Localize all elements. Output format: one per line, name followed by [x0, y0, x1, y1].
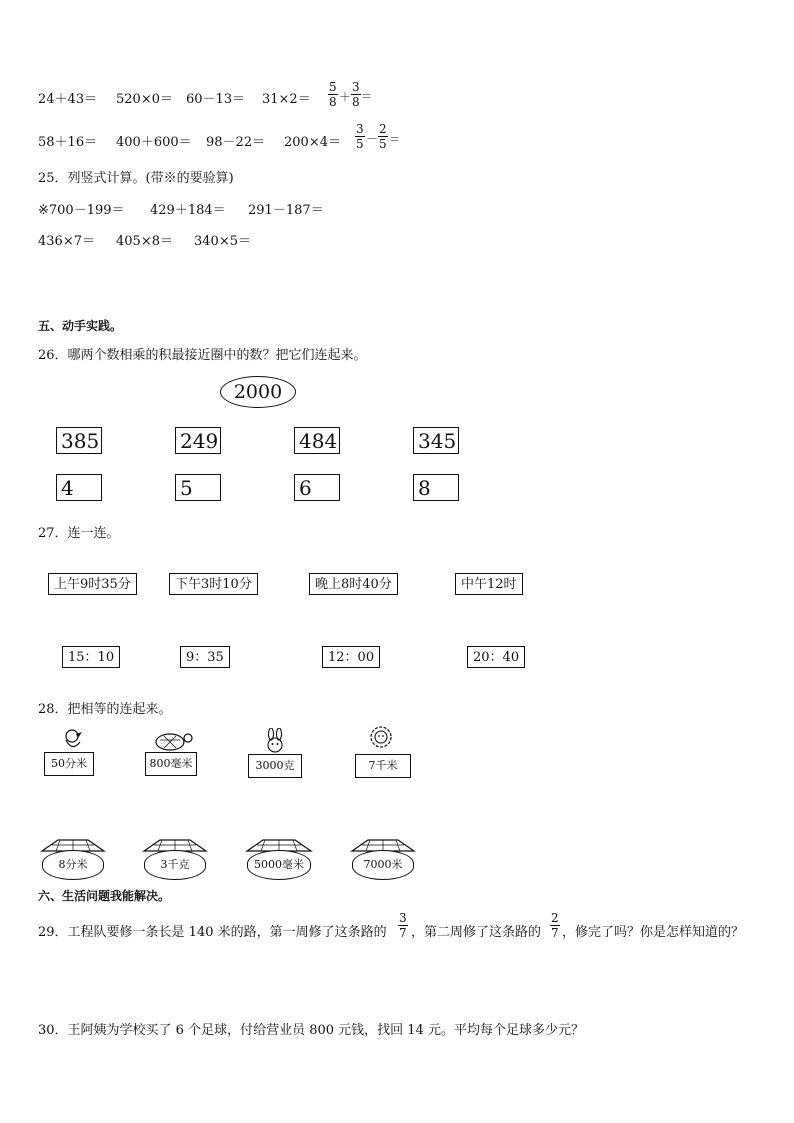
calc-7: 400＋600＝: [116, 135, 192, 150]
house-jar-3[interactable]: [243, 838, 315, 880]
calc-6: 58＋16＝: [38, 135, 98, 150]
section-6-heading: 六、生活问题我能解决。: [38, 889, 171, 903]
animal-sign-1[interactable]: 50分米: [44, 752, 94, 776]
fraction-eq-2: ＝: [389, 133, 400, 146]
fraction-5-8: $\frac{5}{8}$: [329, 80, 337, 109]
fraction-eq: ＝: [361, 90, 372, 103]
q26-title: 26．哪两个数相乘的积最接近圈中的数？把它们连起来。: [38, 348, 367, 363]
q25-title: 25．列竖式计算。(带※的要验算): [38, 171, 234, 186]
animal-sign-4[interactable]: 7千米: [355, 754, 411, 778]
animal-sign-3[interactable]: 3000克: [248, 754, 302, 778]
house-jar-1[interactable]: [38, 838, 108, 880]
house-jar-2[interactable]: [140, 838, 210, 880]
number-box-345[interactable]: 345: [413, 427, 459, 454]
q25-calc-2: 429＋184＝: [150, 203, 226, 218]
number-box-4[interactable]: 4: [56, 474, 102, 501]
calc-9: 200×4＝: [284, 135, 341, 150]
q27-title: 27．连一连。: [38, 526, 120, 541]
number-box-484[interactable]: 484: [294, 427, 340, 454]
house-label-1: 8分米: [42, 850, 104, 880]
rabbit-icon: [262, 728, 288, 754]
fraction-3-8: $\frac{3}{8}$: [352, 80, 360, 109]
calc-2: 520×0＝: [116, 92, 173, 107]
house-label-3: 5000毫米: [247, 850, 311, 880]
q29-fraction-2-7: $\frac{2}{7}$: [551, 911, 559, 940]
q29-fraction-3-7: $\frac{3}{7}$: [399, 911, 407, 940]
calc-8: 98－22＝: [206, 135, 266, 150]
q29-text-3: ，修完了吗？你是怎样知道的？: [562, 925, 745, 940]
digital-time-box-1[interactable]: 15：10: [62, 646, 120, 668]
calc-1: 24＋43＝: [38, 92, 98, 107]
time-text-box-3[interactable]: 晚上8时40分: [309, 573, 398, 595]
digital-time-box-3[interactable]: 12：00: [322, 646, 380, 668]
fraction-3-5: $\frac{3}{5}$: [356, 122, 364, 151]
q25-calc-1: ※700－199＝: [38, 203, 125, 218]
fraction-2-5: $\frac{2}{5}$: [379, 122, 387, 151]
number-box-249[interactable]: 249: [175, 427, 221, 454]
animal-sign-2[interactable]: 800毫米: [145, 752, 197, 776]
q25-calc-4: 436×7＝: [38, 234, 95, 249]
time-text-box-1[interactable]: 上午9时35分: [48, 573, 137, 595]
house-label-2: 3千克: [144, 850, 206, 880]
number-box-6[interactable]: 6: [294, 474, 340, 501]
turtle-icon: [150, 730, 194, 752]
q29-text-2: ，第二周修了这条路的: [411, 925, 542, 940]
calc-3: 60－13＝: [186, 92, 246, 107]
digital-time-box-2[interactable]: 9：35: [180, 646, 230, 668]
q25-calc-3: 291－187＝: [248, 203, 324, 218]
q29-text-1: 29．工程队要修一条长是 140 米的路，第一周修了这条路的: [38, 925, 387, 940]
q25-calc-5: 405×8＝: [116, 234, 173, 249]
time-text-box-4[interactable]: 中午12时: [455, 573, 523, 595]
parrot-icon: [52, 726, 92, 754]
calc-4: 31×2＝: [262, 92, 311, 107]
number-box-8[interactable]: 8: [413, 474, 459, 501]
q30-text: 30．王阿姨为学校买了 6 个足球，付给营业员 800 元钱，找回 14 元。平均每个足球多少元？: [38, 1023, 584, 1038]
q25-calc-6: 340×5＝: [194, 234, 251, 249]
house-label-4: 7000米: [352, 850, 414, 880]
section-5-heading: 五、动手实践。: [38, 319, 123, 333]
target-oval: 2000: [220, 376, 296, 408]
lion-icon: [366, 724, 396, 754]
number-box-385[interactable]: 385: [56, 427, 102, 454]
fraction-op: ＋: [339, 90, 352, 104]
house-jar-4[interactable]: [348, 838, 418, 880]
time-text-box-2[interactable]: 下午3时10分: [169, 573, 258, 595]
number-box-5[interactable]: 5: [175, 474, 221, 501]
digital-time-box-4[interactable]: 20：40: [467, 646, 525, 668]
q28-title: 28．把相等的连起来。: [38, 702, 172, 717]
fraction-op-2: －: [366, 132, 379, 146]
